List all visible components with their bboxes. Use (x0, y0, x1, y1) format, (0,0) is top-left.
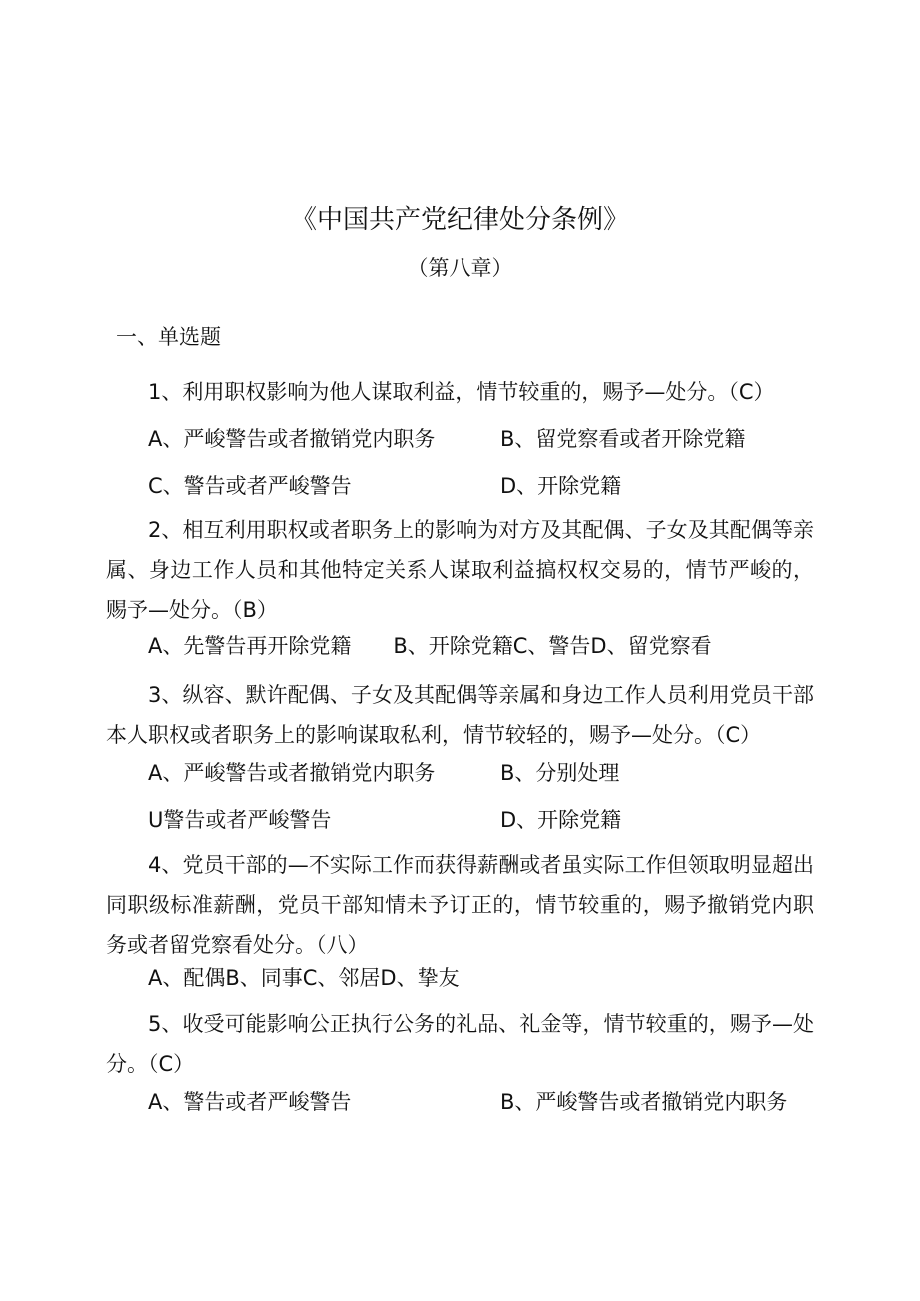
question-1-option-b: B、留党察看或者开除党籍 (500, 427, 746, 451)
question-1-option-d: D、开除党籍 (500, 474, 622, 498)
question-2-text: 2、相互利用职权或者职务上的影响为对方及其配偶、子女及其配偶等亲属、身边工作人员和其他特定关系人谋取利益搞权权交易的，情节严峻的，赐予—处分。（B） (106, 518, 814, 622)
question-5-option-a: A、警告或者严峻警告 (148, 1090, 352, 1114)
question-3-option-c: U警告或者严峻警告 (148, 808, 332, 832)
question-2-options: A、先警告再开除党籍 B、开除党籍C、警告D、留党察看 (148, 634, 712, 658)
question-5-option-b: B、严峻警告或者撤销党内职务 (500, 1090, 788, 1114)
question-4-text: 4、党员干部的—不实际工作而获得薪酬或者虽实际工作但领取明显超出同职级标准薪酬，党员干部知情未予订正的，情节较重的，赐予撤销党内职务或者留党察看处分。（八） (106, 853, 814, 957)
question-3-option-b: B、分别处理 (500, 761, 620, 785)
question-3-text: 3、纵容、默许配偶、子女及其配偶等亲属和身边工作人员利用党员干部本人职权或者职务上的影响谋取私利，情节较轻的，赐予—处分。（C） (106, 683, 814, 747)
question-3-option-a: A、严峻警告或者撤销党内职务 (148, 761, 436, 785)
question-1-option-a: A、严峻警告或者撤销党内职务 (148, 427, 436, 451)
question-1-option-c: C、警告或者严峻警告 (148, 474, 352, 498)
question-3-option-d: D、开除党籍 (500, 808, 622, 832)
document-title: 《中国共产党纪律处分条例》 (290, 205, 629, 235)
chapter-subtitle: （第八章） (407, 256, 513, 280)
question-5-text: 5、收受可能影响公正执行公务的礼品、礼金等，情节较重的，赐予—处分。（C） (106, 1012, 814, 1076)
section-heading: 一、单选题 (116, 325, 221, 349)
question-4-options: A、配偶B、同事C、邻居D、挚友 (148, 966, 460, 990)
question-1-text: 1、利用职权影响为他人谋取利益，情节较重的，赐予—处分。（C） (148, 380, 775, 404)
